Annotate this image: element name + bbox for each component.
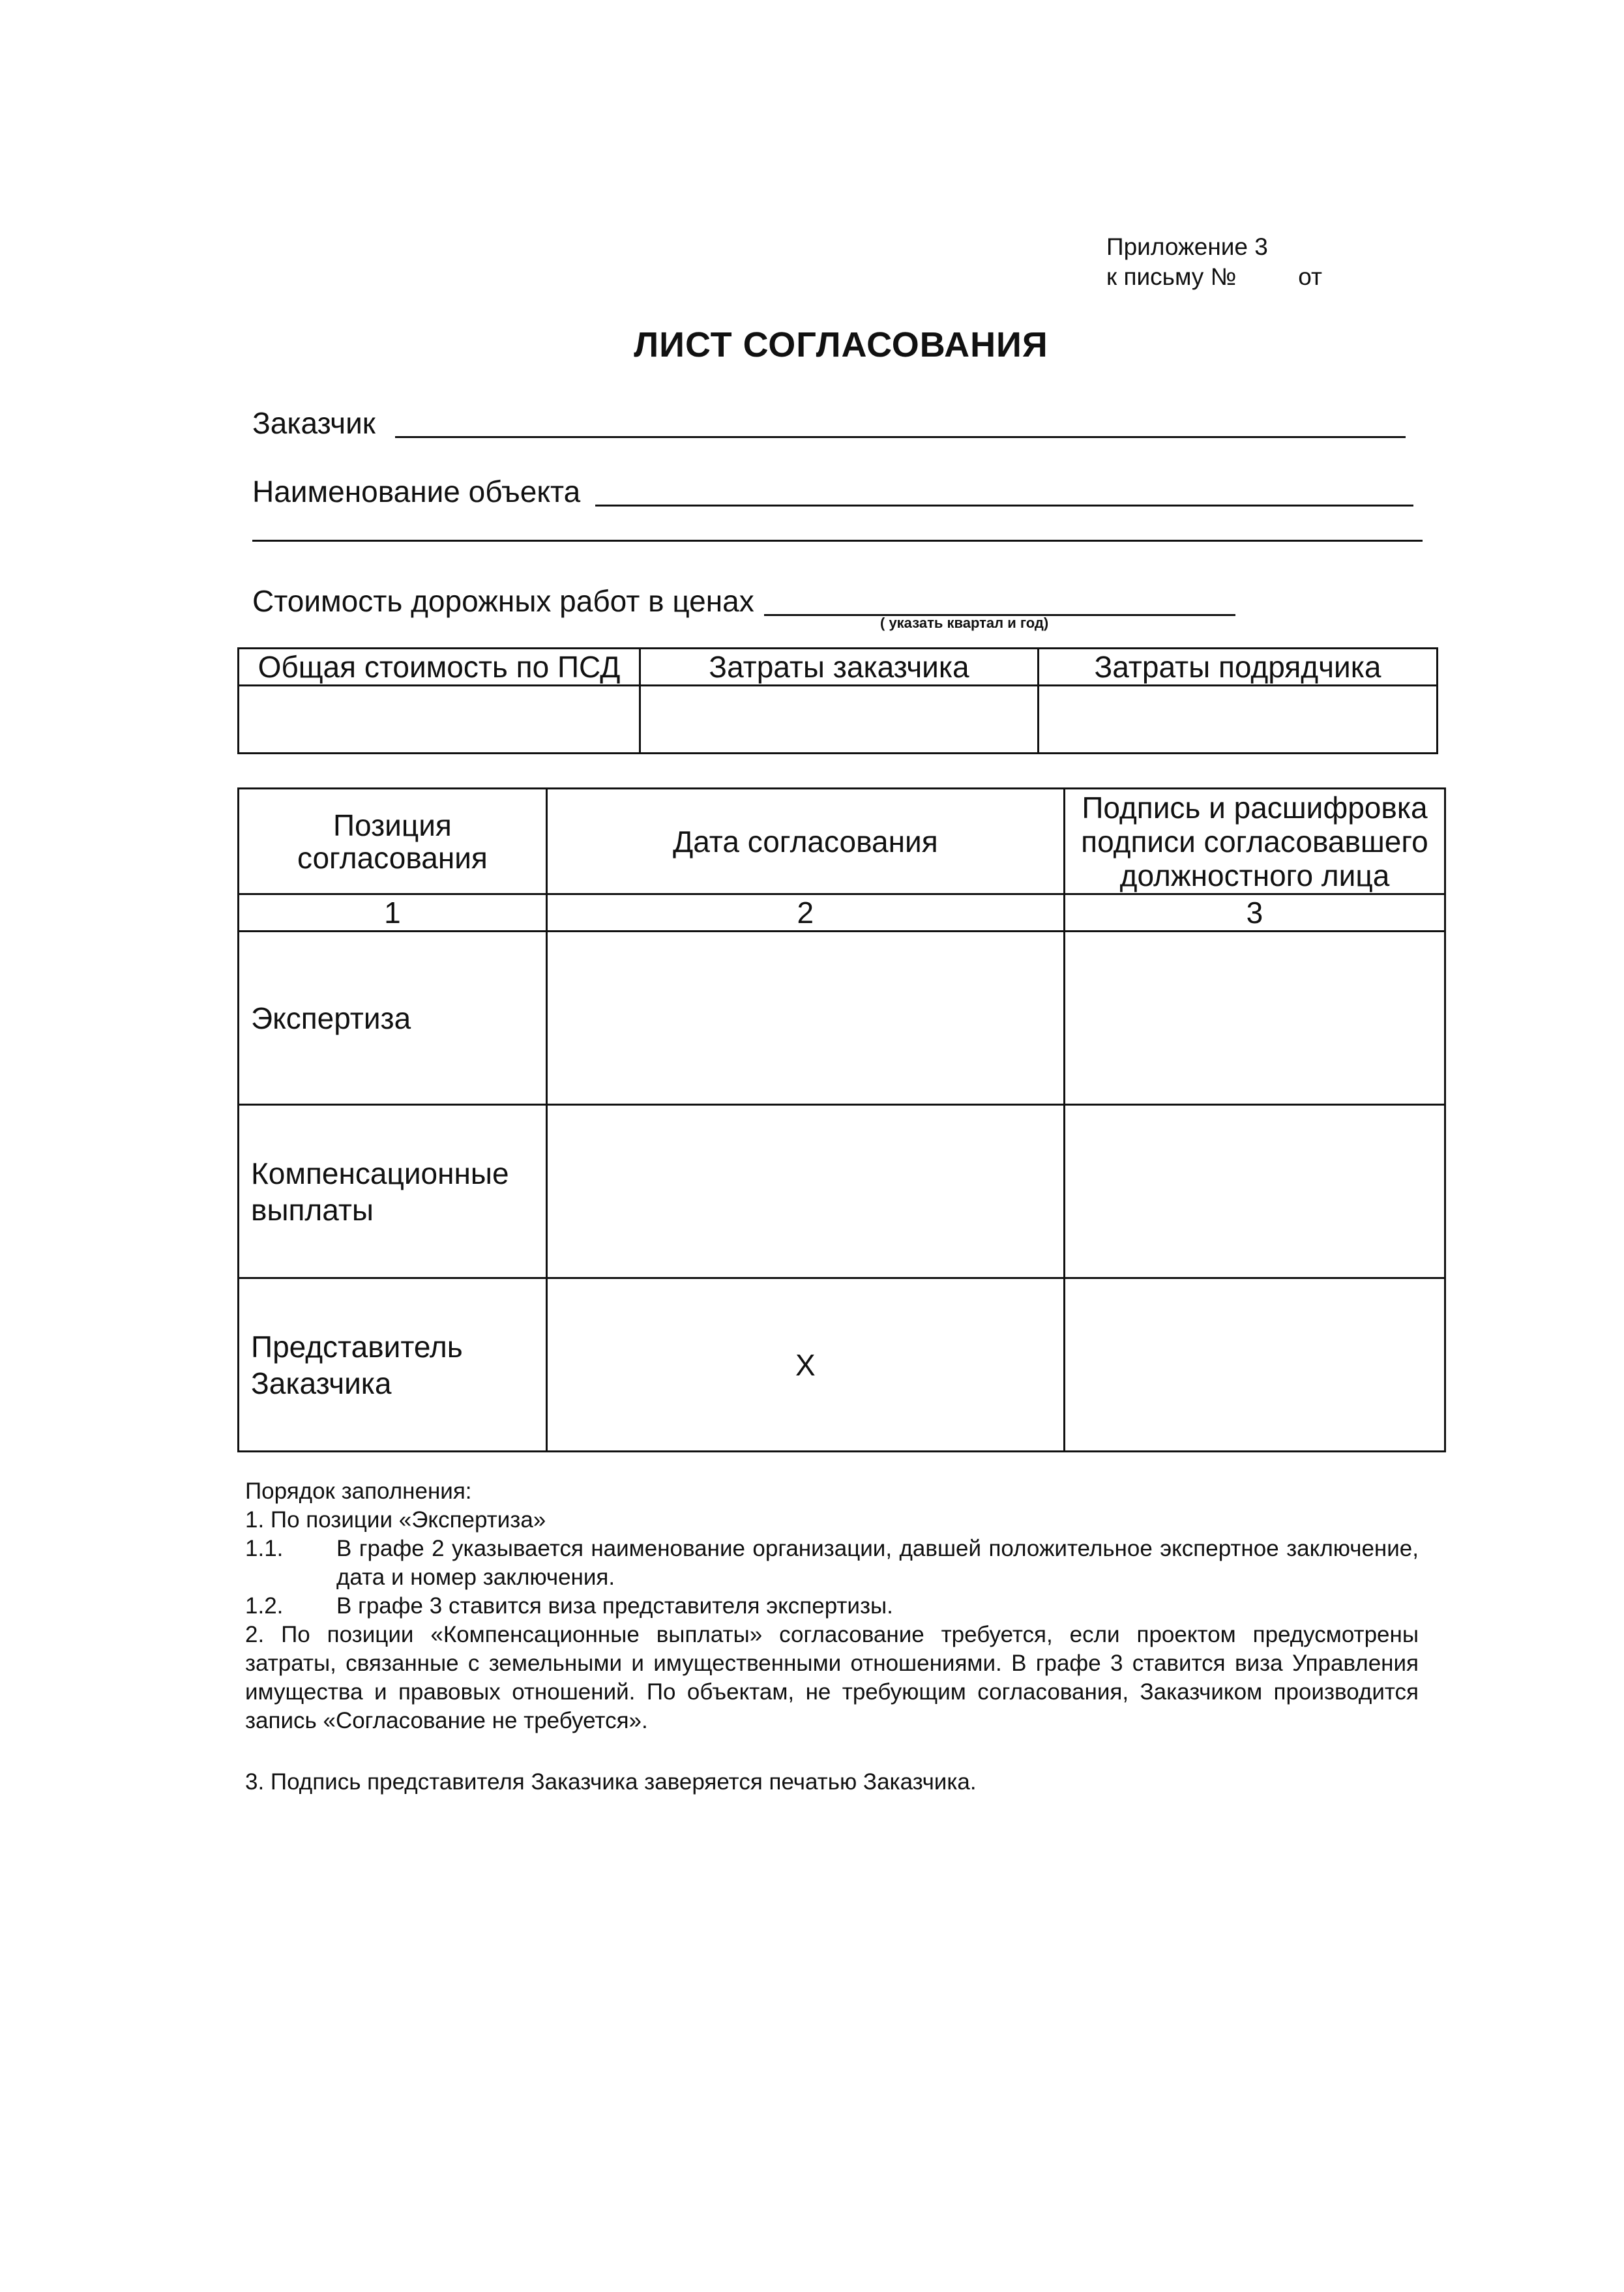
header-approval-date: Дата согласования bbox=[546, 789, 1064, 894]
letter-date-label: от bbox=[1298, 263, 1322, 290]
row-date-compensation[interactable] bbox=[546, 1105, 1064, 1278]
row-position-customer-rep: Представитель Заказчика bbox=[239, 1278, 547, 1452]
contractor-costs-cell[interactable] bbox=[1038, 686, 1437, 754]
customer-label: Заказчик bbox=[252, 406, 376, 440]
row-date-expertise[interactable] bbox=[546, 932, 1064, 1105]
row-signature-customer-rep[interactable] bbox=[1064, 1278, 1445, 1452]
appendix-number: Приложение 3 bbox=[1106, 233, 1268, 260]
table-row bbox=[239, 932, 1445, 1105]
object-name-field-line-2[interactable] bbox=[252, 540, 1423, 542]
instruction-1-2-text: В графе 3 ставится виза представителя экспертизы. bbox=[336, 1593, 893, 1619]
total-cost-cell[interactable] bbox=[239, 686, 640, 754]
header-approval-position: Позиция согласования bbox=[239, 789, 547, 894]
customer-field-line[interactable] bbox=[395, 436, 1406, 438]
letter-reference bbox=[1106, 262, 1322, 292]
header-customer-costs: Затраты заказчика bbox=[640, 649, 1038, 686]
cost-table bbox=[237, 647, 1438, 754]
header-contractor-costs: Затраты подрядчика bbox=[1038, 649, 1437, 686]
customer-costs-cell[interactable] bbox=[640, 686, 1038, 754]
instruction-2: 2. По позиции «Компенсационные выплаты» согласование требуется, если проектом предусмотрены затраты, связанные с земельными и имущественными отношениями. В графе 3 ставится виза Управления имущества и правовых отношений. По объектам, не требующим согласования, Заказчиком производится запись «Согласование не требуется». bbox=[245, 1622, 1419, 1733]
letter-number-label: к письму № bbox=[1106, 263, 1237, 290]
cost-label: Стоимость дорожных работ в ценах bbox=[252, 584, 754, 618]
table-row bbox=[239, 1105, 1445, 1278]
appendix-reference bbox=[1106, 232, 1322, 292]
header-signature: Подпись и расшифровка подписи согласовавшего должностного лица bbox=[1064, 789, 1445, 894]
page-title: ЛИСТ СОГЛАСОВАНИЯ bbox=[634, 325, 1048, 364]
object-name-label: Наименование объекта bbox=[252, 475, 581, 508]
instruction-1-2-number: 1.2. bbox=[245, 1593, 284, 1619]
row-position-expertise: Экспертиза bbox=[239, 932, 547, 1105]
row-signature-compensation[interactable] bbox=[1064, 1105, 1445, 1278]
row-signature-expertise[interactable] bbox=[1064, 932, 1445, 1105]
row-position-compensation: Компенсационные выплаты bbox=[239, 1105, 547, 1278]
object-name-field-line[interactable] bbox=[595, 505, 1413, 507]
table-row bbox=[239, 1278, 1445, 1452]
column-number-3: 3 bbox=[1064, 894, 1445, 932]
cost-table-header-row bbox=[239, 649, 1438, 686]
instruction-1: 1. По позиции «Экспертиза» bbox=[245, 1507, 546, 1533]
instructions-heading: Порядок заполнения: bbox=[245, 1478, 472, 1504]
header-total-cost: Общая стоимость по ПСД bbox=[239, 649, 640, 686]
cost-period-hint: ( указать квартал и год) bbox=[880, 615, 1049, 631]
filling-instructions bbox=[245, 1477, 1419, 1797]
instruction-1-1-number: 1.1. bbox=[245, 1536, 284, 1561]
instruction-1-2 bbox=[245, 1592, 1419, 1621]
instruction-3: 3. Подпись представителя Заказчика заверяется печатью Заказчика. bbox=[245, 1769, 977, 1795]
column-number-1: 1 bbox=[239, 894, 547, 932]
column-number-row bbox=[239, 894, 1445, 932]
cost-table-value-row bbox=[239, 686, 1438, 754]
instruction-1-1 bbox=[245, 1535, 1419, 1592]
instruction-1-1-text: В графе 2 указывается наименование организации, давшей положительное экспертное заключение, дата и номер заключения. bbox=[336, 1536, 1419, 1590]
column-number-2: 2 bbox=[546, 894, 1064, 932]
row-date-customer-rep[interactable]: Х bbox=[546, 1278, 1064, 1452]
approval-table-header-row bbox=[239, 789, 1445, 894]
approval-table bbox=[237, 787, 1446, 1452]
